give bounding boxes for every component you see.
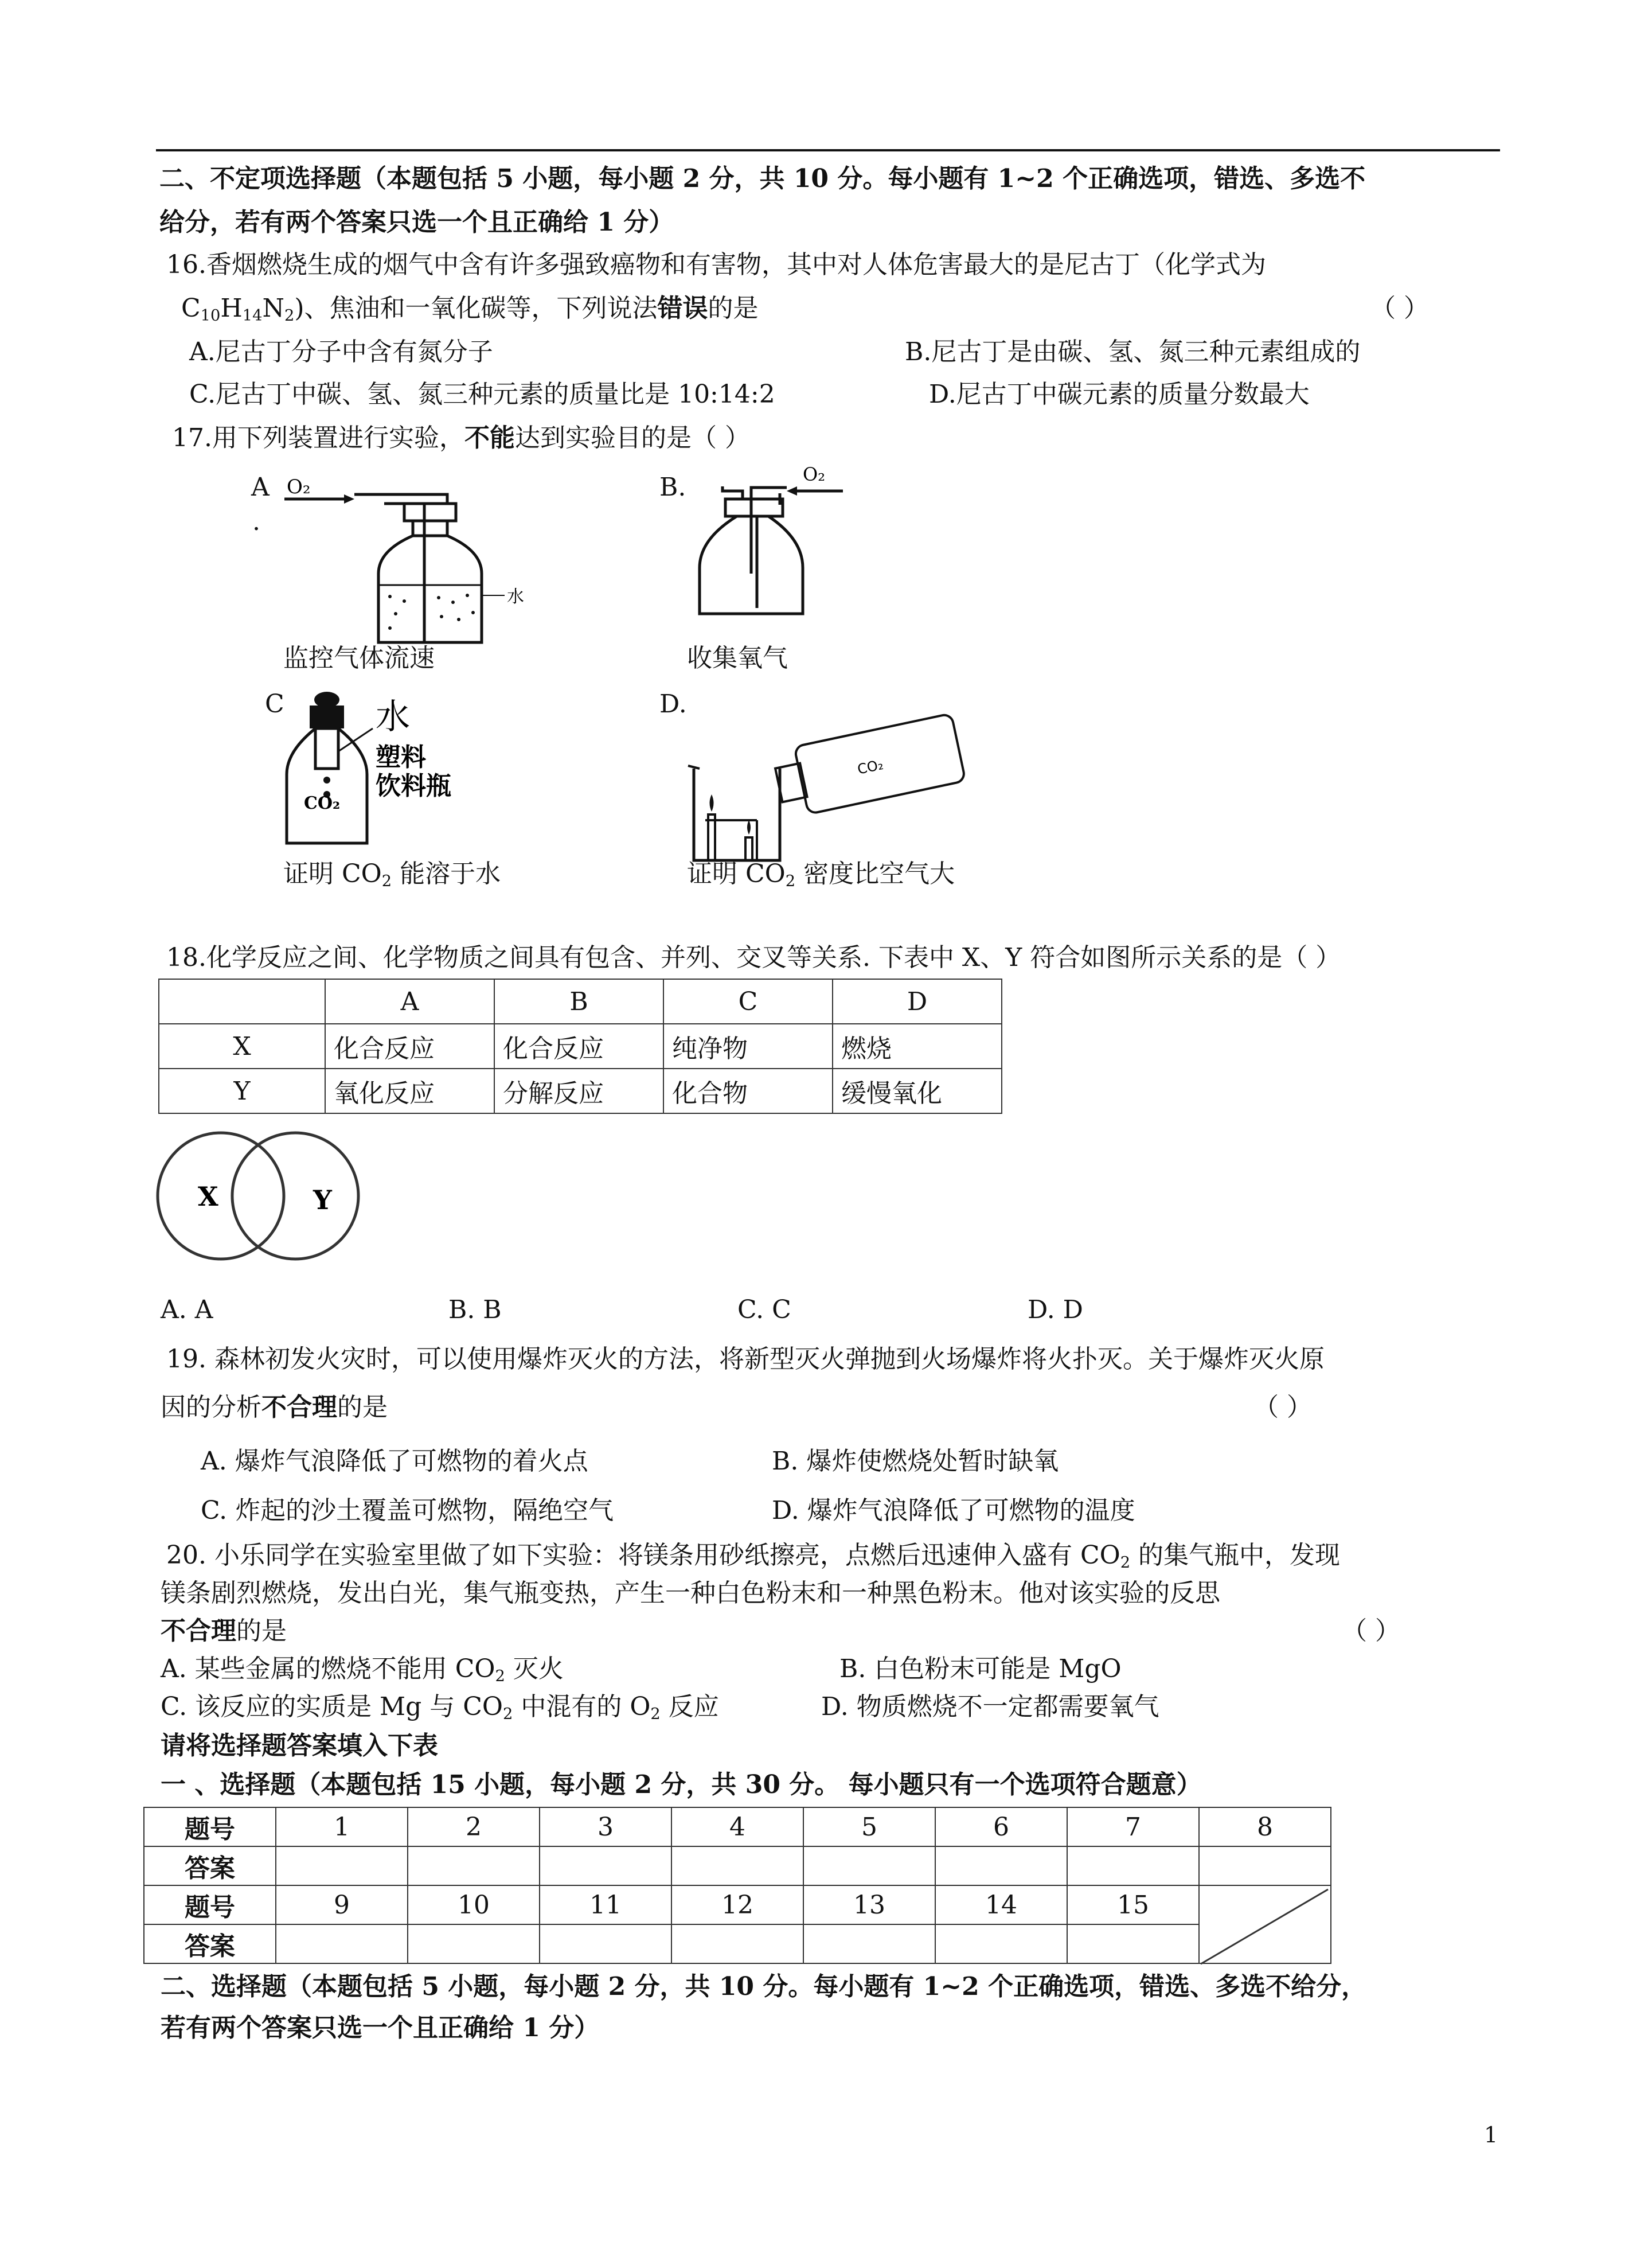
answer-cell[interactable]: [935, 1846, 1067, 1885]
answer-section-part1: 一 、选择题（本题包括 15 小题，每小题 2 分，共 30 分。 每小题只有一个选项符合题意）: [161, 1770, 1202, 1799]
top-rule: [156, 149, 1500, 151]
q20-stem1-b: 的集气瓶中，发现: [1130, 1541, 1341, 1570]
q19-option-b: B. 爆炸使燃烧处暂时缺氧: [772, 1447, 1059, 1476]
q18-stem: 18.化学反应之间、化学物质之间具有包含、并列、交叉等关系. 下表中 X、Y 符合如图所示关系的是（ ）: [166, 943, 1341, 972]
table-cell: 化合反应: [325, 1024, 494, 1069]
table-cell: 分解反应: [494, 1069, 663, 1113]
q19-emphasis: 不合理: [261, 1393, 337, 1422]
table-cell: Y: [159, 1069, 325, 1113]
caption-b: 收集氧气: [687, 644, 788, 673]
q19-stem-line2: [161, 1390, 388, 1425]
table-row: [144, 1807, 1331, 1846]
answer-cell[interactable]: [408, 1846, 540, 1885]
answer-section-part2-line2: 若有两个答案只选一个且正确给 1 分）: [161, 2013, 600, 2043]
apparatus-a-gas-wash-bottle: [252, 470, 524, 631]
table-cell: 13: [803, 1885, 935, 1924]
q19-option-c: C. 炸起的沙土覆盖可燃物，隔绝空气: [201, 1496, 614, 1525]
table-cell: B: [494, 979, 663, 1024]
answer-cell[interactable]: [408, 1924, 540, 1963]
answer-cell[interactable]: [540, 1846, 671, 1885]
formula-n: N: [262, 294, 284, 323]
answer-cell[interactable]: [671, 1924, 803, 1963]
q16-option-c: C.尼古丁中碳、氢、氮三种元素的质量比是 10:14:2: [189, 380, 775, 409]
table-cell: 氧化反应: [325, 1069, 494, 1113]
formula-c: C: [181, 294, 201, 323]
table-cell: X: [159, 1024, 325, 1069]
q19-answer-paren: （ ）: [1253, 1393, 1312, 1422]
q17-emphasis: 不能: [464, 423, 515, 453]
answer-cell[interactable]: [540, 1924, 671, 1963]
section2-header-line2: 给分，若有两个答案只选一个且正确给 1 分）: [159, 208, 674, 237]
dot-mark: .: [252, 507, 260, 536]
table-cell: 纯净物: [663, 1024, 833, 1069]
answer-cell[interactable]: [935, 1924, 1067, 1963]
q19-stem-line1: 19. 森林初发火灾时，可以使用爆炸灭火的方法，将新型灭火弹抛到火场爆炸将火扑灭。关于爆炸灭火原: [166, 1344, 1325, 1374]
table-cell: 答案: [144, 1846, 276, 1885]
q20-stem3-b: 的是: [236, 1616, 287, 1646]
table-cell: 化合反应: [494, 1024, 663, 1069]
caption-c: [283, 857, 501, 891]
q20-option-c-text: C. 该反应的实质是 Mg 与 CO: [161, 1692, 503, 1721]
formula-c-sub: 10: [200, 306, 221, 325]
caption-c-a: 证明 CO: [283, 859, 382, 888]
water-label-a: 水: [507, 587, 524, 607]
crossed-cell-diagonal: [1198, 1886, 1330, 1966]
table-cell: 7: [1067, 1807, 1199, 1846]
page-number: 1: [1484, 2122, 1498, 2147]
q20-option-a: [161, 1652, 564, 1686]
table-cell: 燃烧: [833, 1024, 1002, 1069]
apparatus-c-plastic-bottle: [281, 688, 533, 872]
table-cell: 10: [408, 1885, 540, 1924]
q20-option-b: B. 白色粉末可能是 MgO: [839, 1654, 1122, 1683]
q16-answer-paren: （ ）: [1370, 294, 1429, 323]
q20-option-d: D. 物质燃烧不一定都需要氧气: [821, 1692, 1159, 1721]
o2-label-b: O₂: [803, 463, 826, 485]
table-cell: 4: [671, 1807, 803, 1846]
answer-cell[interactable]: [276, 1846, 408, 1885]
caption-d-a: 证明 CO: [687, 859, 786, 888]
answer-cell[interactable]: [276, 1924, 408, 1963]
q16-stem2-a: )、焦油和一氧化碳等，下列说法: [294, 294, 658, 323]
q18-table: [158, 979, 1002, 1114]
table-cell: A: [325, 979, 494, 1024]
q16-stem-line1: 16.香烟燃烧生成的烟气中含有许多强致癌物和有害物，其中对人体危害最大的是尼古丁（化学式为: [166, 250, 1266, 279]
q17-label-c: C: [265, 689, 284, 719]
table-cell: 9: [276, 1885, 408, 1924]
table-cell: 5: [803, 1807, 935, 1846]
q17-label-a: A: [251, 473, 270, 502]
table-row: [144, 1924, 1331, 1963]
table-cell: C: [663, 979, 833, 1024]
q20-option-c-sub2: 2: [650, 1705, 661, 1723]
table-cell: 15: [1067, 1885, 1199, 1924]
answer-table: [143, 1807, 1331, 1964]
formula-n-sub: 2: [284, 306, 295, 325]
q20-answer-paren: （ ）: [1342, 1616, 1400, 1646]
o2-label-a: O₂: [287, 475, 311, 498]
table-cell: D: [833, 979, 1002, 1024]
q17-stem-a: 17.用下列装置进行实验，: [172, 423, 464, 453]
q16-option-a: A.尼古丁分子中含有氮分子: [189, 337, 493, 367]
caption-a: 监控气体流速: [283, 644, 435, 673]
bottle-label-2: 饮料瓶: [376, 771, 451, 801]
q17-stem-b: 达到实验目的是（ ）: [514, 423, 750, 453]
q20-option-a-text: A. 某些金属的燃烧不能用 CO: [161, 1654, 495, 1683]
q20-option-a-tail: 灭火: [505, 1654, 564, 1683]
bottle-label-1: 塑料: [376, 743, 426, 772]
section2-header-line1: 二、不定项选择题（本题包括 5 小题，每小题 2 分，共 10 分。每小题有 1~2 个正确选项，错选、多选不: [159, 164, 1366, 193]
table-row: [159, 1069, 1002, 1113]
caption-d-sub: 2: [785, 872, 796, 890]
q19-option-a: A. 爆炸气浪降低了可燃物的着火点: [201, 1447, 588, 1476]
q20-option-c: [161, 1690, 719, 1724]
table-cell: 2: [408, 1807, 540, 1846]
table-cell: 题号: [144, 1807, 276, 1846]
table-cell: 3: [540, 1807, 671, 1846]
caption-c-sub: 2: [381, 872, 392, 890]
table-row: [144, 1846, 1331, 1885]
q17-label-d: D.: [659, 689, 687, 719]
q20-stem1-sub: 2: [1120, 1553, 1131, 1572]
table-cell: 6: [935, 1807, 1067, 1846]
answer-cell[interactable]: [671, 1846, 803, 1885]
water-label-c: 水: [376, 697, 410, 737]
formula-h-sub: 14: [242, 306, 263, 325]
q20-stem-line2: 镁条剧烈燃烧，发出白光，集气瓶变热，产生一种白色粉末和一种黑色粉末。他对该实验的反思: [161, 1578, 1220, 1608]
venn-label-y: Y: [313, 1184, 332, 1215]
co2-label-c: CO₂: [304, 793, 341, 813]
apparatus-b-gas-bottle: [688, 459, 860, 642]
q18-option-b: B. B: [448, 1295, 502, 1324]
answer-section-title: 请将选择题答案填入下表: [161, 1731, 438, 1760]
q16-stem2-b: 的是: [708, 294, 759, 323]
table-cell: 1: [276, 1807, 408, 1846]
table-cell: [159, 979, 325, 1024]
q17-label-b: B.: [659, 473, 686, 502]
q20-stem-line1: [166, 1538, 1340, 1573]
answer-cell[interactable]: [803, 1924, 935, 1963]
formula-h: H: [220, 294, 243, 323]
q16-option-b: B.尼古丁是由碳、氢、氮三种元素组成的: [905, 337, 1361, 367]
table-cell: 11: [540, 1885, 671, 1924]
caption-d: [687, 857, 955, 891]
q20-option-c-tail: 反应: [660, 1692, 719, 1721]
table-row: [159, 979, 1002, 1024]
q19-stem2-a: 因的分析: [161, 1393, 261, 1422]
table-cell: 14: [935, 1885, 1067, 1924]
table-cell: 8: [1199, 1807, 1331, 1846]
table-cell: 题号: [144, 1885, 276, 1924]
q20-stem-line3: [161, 1614, 287, 1648]
caption-c-b: 能溶于水: [392, 859, 501, 888]
answer-cell[interactable]: [803, 1846, 935, 1885]
caption-d-b: 密度比空气大: [795, 859, 955, 888]
q16-emphasis: 错误: [657, 294, 708, 323]
q18-option-c: C. C: [737, 1295, 791, 1324]
q20-emphasis: 不合理: [161, 1616, 236, 1646]
q16-option-d: D.尼古丁中碳元素的质量分数最大: [929, 380, 1310, 409]
co2-label-d: CO₂: [856, 756, 885, 778]
table-cell: 答案: [144, 1924, 276, 1963]
table-row: [159, 1024, 1002, 1069]
table-cell: 12: [671, 1885, 803, 1924]
q16-stem-line2: [181, 291, 758, 326]
venn-diagram: [155, 1130, 407, 1268]
table-cell: 缓慢氧化: [833, 1069, 1002, 1113]
answer-section-part2-line1: 二、选择题（本题包括 5 小题，每小题 2 分，共 10 分。每小题有 1~2 个正确选项，错选、多选不给分，: [161, 1972, 1367, 2001]
table-cell: 化合物: [663, 1069, 833, 1113]
q19-option-d: D. 爆炸气浪降低了可燃物的温度: [772, 1496, 1135, 1525]
q17-stem: [172, 421, 750, 455]
answer-cell[interactable]: [1067, 1924, 1199, 1963]
answer-cell[interactable]: [1199, 1846, 1331, 1885]
answer-cell[interactable]: [1067, 1846, 1199, 1885]
q20-option-a-sub: 2: [495, 1667, 505, 1685]
q18-option-a: A. A: [161, 1295, 213, 1324]
q20-option-c-mid: 中混有的 O: [513, 1692, 651, 1721]
q19-stem2-b: 的是: [337, 1393, 388, 1422]
q20-stem1-a: 20. 小乐同学在实验室里做了如下实验：将镁条用砂纸擦亮，点燃后迅速伸入盛有 CO: [166, 1541, 1120, 1570]
table-row: [144, 1885, 1331, 1924]
venn-label-x: X: [198, 1181, 218, 1212]
q20-option-c-sub: 2: [503, 1705, 513, 1723]
q18-option-d: D. D: [1028, 1295, 1083, 1324]
